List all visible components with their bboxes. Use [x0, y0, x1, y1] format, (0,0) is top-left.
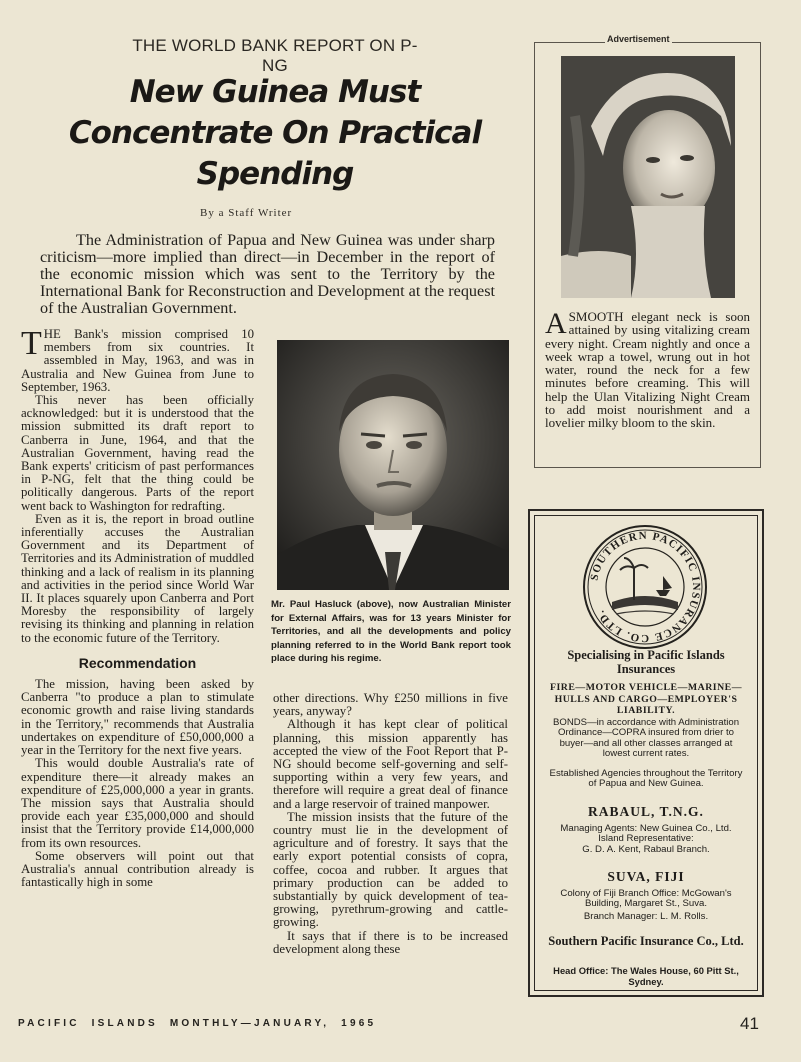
- byline: By a Staff Writer: [200, 207, 293, 219]
- insurance-company-name: Southern Pacific Insurance Co., Ltd.: [548, 934, 744, 948]
- insurance-company-seal: [582, 524, 708, 655]
- headline-line-1: New Guinea Must: [129, 74, 421, 110]
- cream-ad-text: [545, 307, 750, 431]
- article-kicker: THE WORLD BANK REPORT ON P-NG: [132, 36, 418, 75]
- paragraph-2: This never has been officially acknowledged: but it is understood that the mission submitted its draft report to Canberra in June, 1964, and that the Australian Government, having read the Bank experts' criticism of past performances in P-NG, felt that the thing could be politically dangerous. Parts of the report went back to Washington for redrafting.: [21, 393, 254, 513]
- subhead-recommendation: Recommendation: [78, 654, 197, 671]
- photo-caption: Mr. Paul Hasluck (above), now Australian Minister for External Affairs, was for 13 years Minister for Territories, and all the developments and policy planning referred to in the World Bank report took place during his regime.: [271, 599, 511, 665]
- rabaul-details: Managing Agents: New Guinea Co., Ltd. Island Representative: G. D. A. Kent, Rabaul Branch.: [560, 823, 732, 855]
- woman-portrait-photo: [561, 56, 735, 298]
- paragraph-8: Although it has kept clear of political planning, this mission apparently has accepted the view of the Foot Report that P-NG should become self-governing and self-supporting within a very few years, and therefore will require a great deal of finance and a large reservoir of trained manpower.: [273, 717, 508, 811]
- rabaul-title: RABAUL, T.N.G.: [588, 804, 704, 819]
- paragraph-10: It says that if there is to be increased development along these: [273, 928, 508, 956]
- page-number: 41: [740, 1014, 759, 1033]
- headline-line-3: Spending: [196, 156, 354, 192]
- publication-footer: PACIFIC ISLANDS MONTHLY—JANUARY, 1965: [18, 1018, 377, 1029]
- article-column-1: [21, 325, 254, 890]
- paragraph-7: other directions. Why £250 millions in five years, anyway?: [273, 691, 508, 719]
- insurance-heading: Specialising in Pacific Islands Insurances: [567, 648, 725, 676]
- paragraph-4: The mission, having been asked by Canberra "to produce a plan to stimulate economic growth and raise living standards in the Territory," recommends that Australia undertakes on expenditure of £50,000,000 a year in the Territory for the next five years.: [21, 677, 254, 758]
- drop-cap: T: [21, 325, 42, 362]
- advertisement-label: Advertisement: [607, 34, 670, 44]
- cream-ad-body: SMOOTH elegant neck is soon attained by using vitalizing cream every night. Cream nightly and once a week wrap a towel, wrung out in hot water, round the neck for a few minutes before creaming. This will help the Ulan Vitalizing Night Cream to add moist nourishment and a lovelier milky bloom to the skin.: [545, 309, 750, 431]
- paragraph-5: This would double Australia's rate of expenditure there—it already makes an expenditure of £25,000,000 a year in grants. The mission says that Australia should provide each year £35,000,000 and should insist that the Territory provide £14,000,000 from its own resources.: [21, 756, 254, 850]
- paragraph-3: Even as it is, the report in broad outline inferentially accuses the Australian Government and its Department of Territories and its Administration of muddled thinking and a lack of realism in its planning and activities in the period since World War II. It places squarely upon Canberra and Port Moresby the responsibility of largely revising its thinking and planning in relation to the economic future of the Territory.: [21, 511, 254, 645]
- article-column-2: [273, 692, 508, 956]
- insurance-lines: FIRE—MOTOR VEHICLE—MARINE—HULLS AND CARGO—EMPLOYER'S LIABILITY.: [550, 682, 742, 716]
- suva-title: SUVA, FIJI: [607, 869, 685, 884]
- paragraph-6: Some observers will point out that Australia's annual contribution already is fantastically high in some: [21, 848, 254, 890]
- paragraph-1: THE Bank's mission comprised 10 members from six countries. It assembled in May, 1963, and was in Australia and New Guinea from June to September, 1963.: [21, 325, 254, 394]
- cream-ad-drop-cap: A: [545, 307, 567, 340]
- seal-text: SOUTHERN PACIFIC INSURANCE CO. LTD.: [588, 529, 703, 645]
- insurance-agencies-text: Established Agencies throughout the Territory of Papua and New Guinea.: [549, 768, 743, 790]
- portrait-photo-hasluck: [277, 340, 509, 590]
- headline-line-2: Concentrate On Practical: [68, 115, 482, 151]
- suva-details: Colony of Fiji Branch Office: McGowan's Building, Margaret St., Suva. Branch Manager: L. M. Rolls.: [560, 888, 732, 922]
- paragraph-9: The mission insists that the future of the country must lie in the development of agriculture and of forestry. It says that the early export potential consists of copra, coffee, cocoa and rubber. It argues that primary production can be added to substantially by quick development of tea-growing, pyrethrum-growing and cattle-growing.: [273, 809, 508, 930]
- insurance-head-office: Head Office: The Wales House, 60 Pitt St., Sydney.: [553, 965, 739, 987]
- standfirst: The Administration of Papua and New Guinea was under sharp criticism—more implied than direct—in December in the report of the economic mission which was sent to the Territory by the International Bank for Reconstruction and Development at the request of the Australian Government.: [40, 231, 495, 317]
- insurance-bonds-text: BONDS—in accordance with Administration Ordinance—COPRA insured from drier to buyer—and all other classes arranged at lowest current rates.: [552, 717, 740, 760]
- article-headline: [40, 72, 510, 195]
